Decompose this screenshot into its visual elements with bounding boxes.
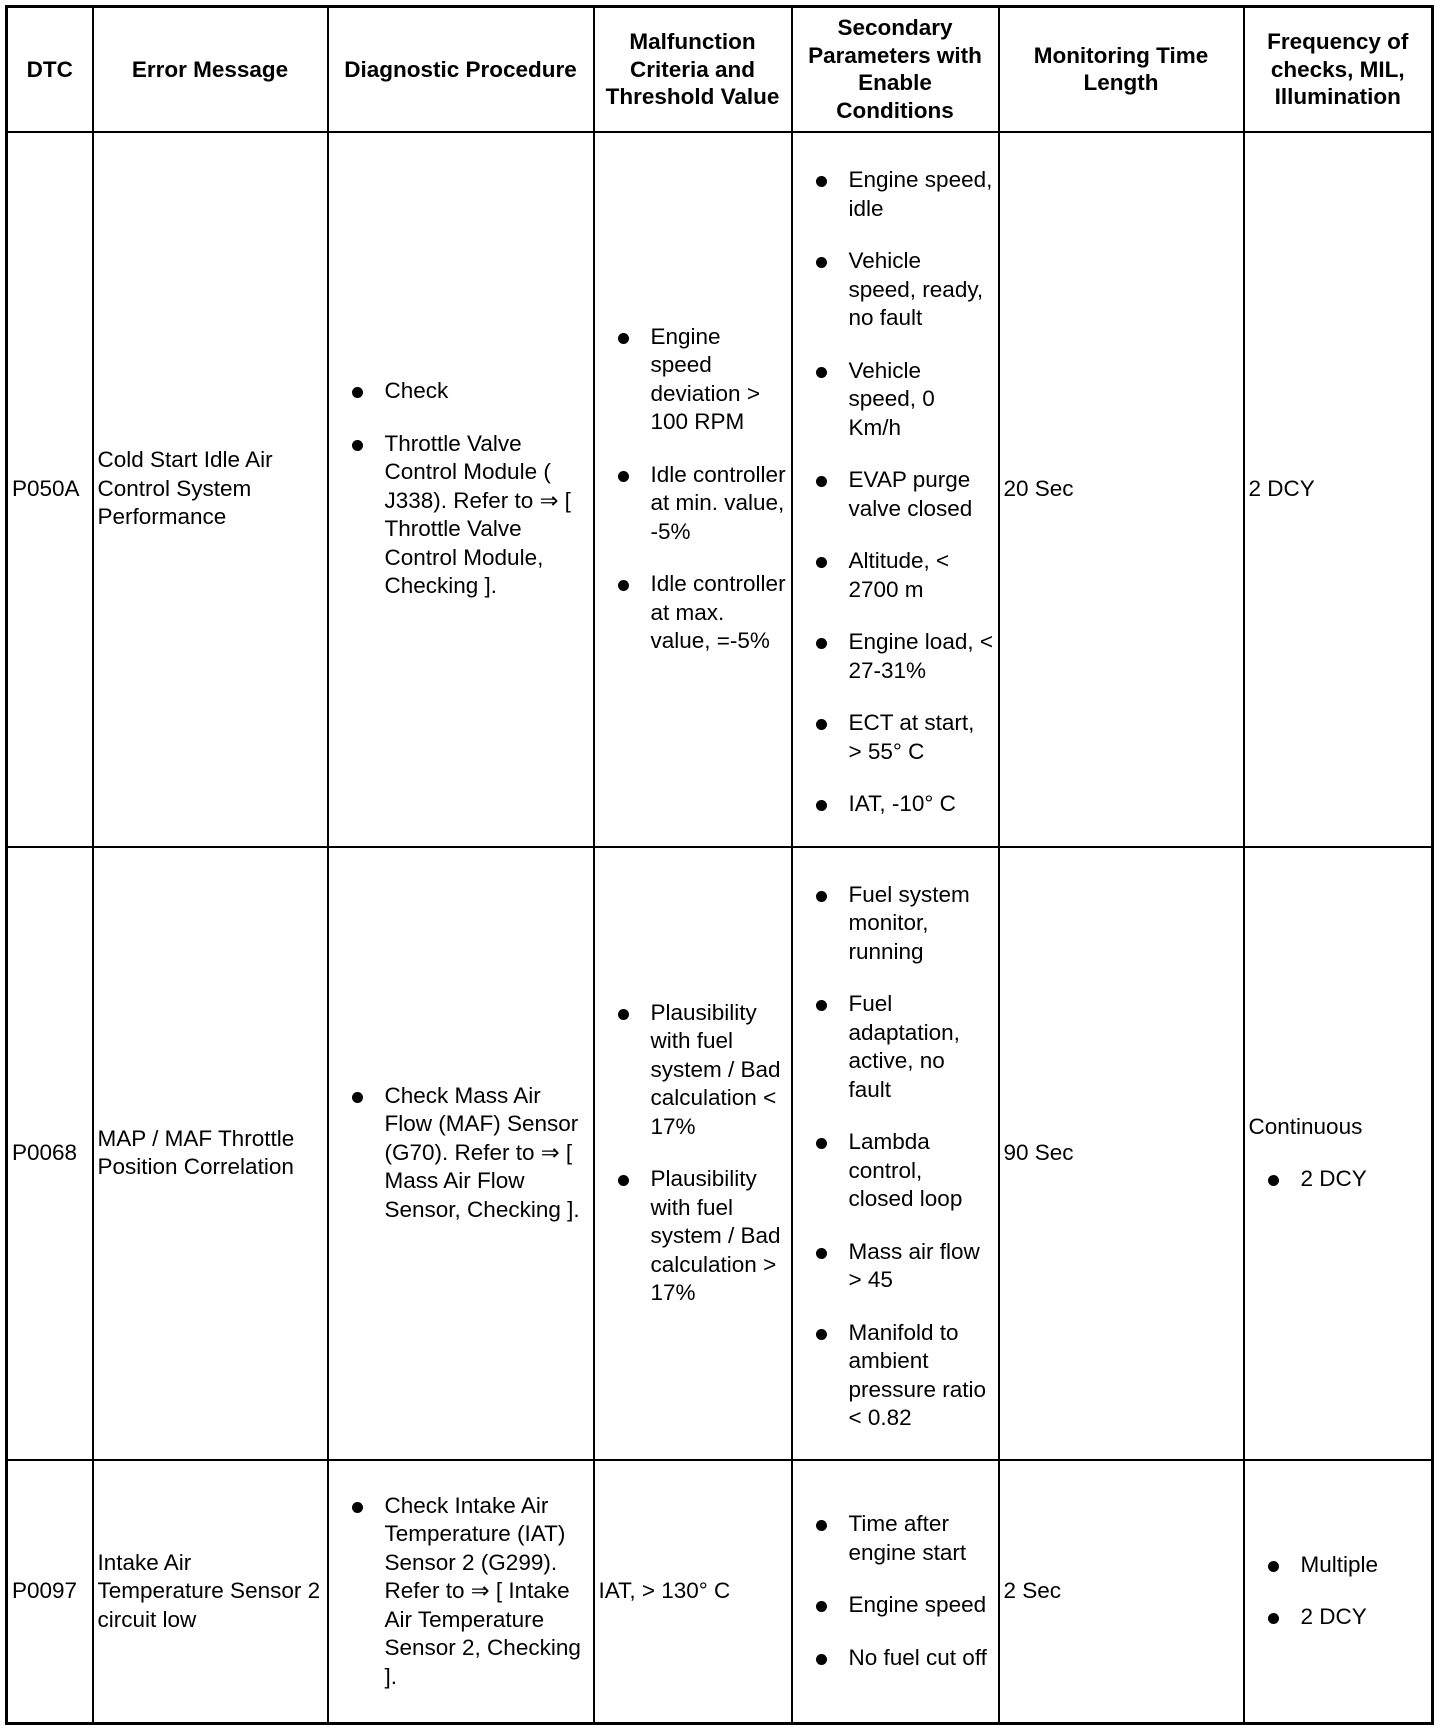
list-item: 2 DCY [1249,1165,1428,1194]
list-item: Multiple [1249,1551,1428,1580]
list-item: Mass air flow > 45 [797,1238,994,1295]
header-monitoring-time: Monitoring Time Length [999,7,1244,132]
dtc-code: P050A [7,132,93,847]
list-item: Check Intake Air Temperature (IAT) Sensor 2 (G299). Refer to ⇒ [ Intake Air Temperature Sensor 2, Checking ]. [333,1492,589,1692]
list-item: Altitude, < 2700 m [797,547,994,604]
header-dtc: DTC [7,7,93,132]
frequency [1244,1460,1433,1724]
secondary-parameters [792,847,999,1460]
monitoring-time: 90 Sec [999,847,1244,1460]
malfunction-criteria [594,132,792,847]
header-secondary-parameters: Secondary Parameters with Enable Conditions [792,7,999,132]
frequency-text: Continuous [1248,1113,1363,1139]
secondary-parameters [792,132,999,847]
table-row [7,1460,1433,1724]
monitoring-time: 20 Sec [999,132,1244,847]
header-row [7,7,1433,132]
list-item: Engine speed [797,1591,994,1620]
list-item: Time after engine start [797,1510,994,1567]
list-item: Idle controller at min. value, -5% [599,461,787,547]
diagnostic-procedure [328,132,594,847]
list-item: Engine speed deviation > 100 RPM [599,323,787,437]
list-item: EVAP purge valve closed [797,466,994,523]
table-row [7,132,1433,847]
list-item: Engine speed, idle [797,166,994,223]
header-error-message: Error Message [93,7,328,132]
table-row [7,847,1433,1460]
list-item: Check Mass Air Flow (MAF) Sensor (G70). Refer to ⇒ [ Mass Air Flow Sensor, Checking ]. [333,1082,589,1225]
list-item: Engine load, < 27-31% [797,628,994,685]
list-item: Fuel system monitor, running [797,881,994,967]
diagnostic-procedure [328,847,594,1460]
list-item: Vehicle speed, ready, no fault [797,247,994,333]
error-message: Intake Air Temperature Sensor 2 circuit low [93,1460,328,1724]
malfunction-criteria: IAT, > 130° C [594,1460,792,1724]
list-item: Throttle Valve Control Module ( J338). Refer to ⇒ [ Throttle Valve Control Module, Checking ]. [333,430,589,601]
dtc-code: P0097 [7,1460,93,1724]
list-item: No fuel cut off [797,1644,994,1673]
list-item: Lambda control, closed loop [797,1128,994,1214]
list-item: 2 DCY [1249,1603,1428,1632]
list-item: Plausibility with fuel system / Bad calculation > 17% [599,1165,787,1308]
list-item: Vehicle speed, 0 Km/h [797,357,994,443]
list-item: Fuel adaptation, active, no fault [797,990,994,1104]
dtc-table [5,5,1434,1725]
list-item: ECT at start, > 55° C [797,709,994,766]
header-frequency: Frequency of checks, MIL, Illumination [1244,7,1433,132]
monitoring-time: 2 Sec [999,1460,1244,1724]
dtc-code: P0068 [7,847,93,1460]
list-item: Idle controller at max. value, =-5% [599,570,787,656]
list-item: IAT, -10° C [797,790,994,819]
frequency [1244,847,1433,1460]
malfunction-criteria [594,847,792,1460]
header-diagnostic-procedure: Diagnostic Procedure [328,7,594,132]
list-item: Plausibility with fuel system / Bad calculation < 17% [599,999,787,1142]
secondary-parameters [792,1460,999,1724]
header-malfunction-criteria: Malfunction Criteria and Threshold Value [594,7,792,132]
list-item: Manifold to ambient pressure ratio < 0.82 [797,1319,994,1433]
diagnostic-procedure [328,1460,594,1724]
error-message: MAP / MAF Throttle Position Correlation [93,847,328,1460]
list-item: Check [333,377,589,406]
error-message: Cold Start Idle Air Control System Performance [93,132,328,847]
frequency: 2 DCY [1244,132,1433,847]
